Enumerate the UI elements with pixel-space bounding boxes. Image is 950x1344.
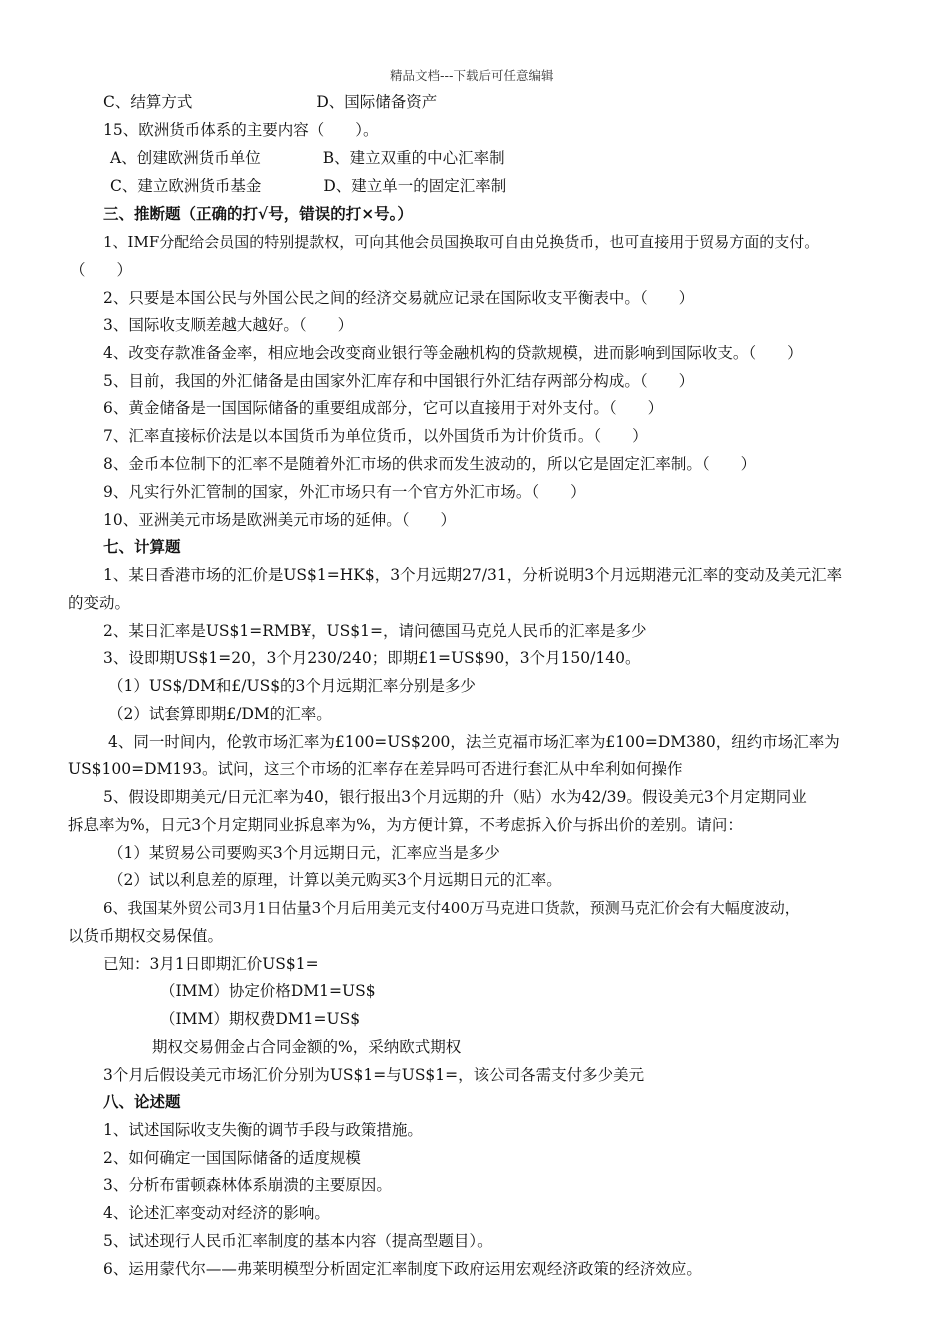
question-line: 9、凡实行外汇管制的国家，外汇市场只有一个官方外汇市场。（ ） (103, 483, 586, 501)
sub-question-line: （1）某贸易公司要购买3个月远期日元，汇率应当是多少 (108, 844, 500, 862)
section-heading: 八、论述题 (103, 1092, 181, 1111)
option-line: C、结算方式 D、国际储备资产 (103, 93, 438, 111)
question-line: 4、改变存款准备金率，相应地会改变商业银行等金融机构的贷款规模，进而影响到国际收支。（ ） (103, 344, 803, 362)
question-line: US$100=DM193。试问，这三个市场的汇率存在差异吗可否进行套汇从中牟利如何操作 (68, 760, 683, 778)
question-line: 5、试述现行人民币汇率制度的基本内容（提高型题目）。 (103, 1232, 493, 1250)
given-line: （IMM）期权费DM1=US$ (160, 1010, 361, 1028)
question-line: 3个月后假设美元市场汇价分别为US$1=与US$1=，该公司各需支付多少美元 (103, 1066, 645, 1084)
question-line: 1、试述国际收支失衡的调节手段与政策措施。 (103, 1121, 423, 1139)
question-line: 3、设即期US$1=20，3个月230/240；即期£1=US$90，3个月150/140。 (103, 649, 641, 667)
option-line: C、建立欧洲货币基金 D、建立单一的固定汇率制 (110, 177, 507, 195)
question-line: 的变动。 (68, 594, 131, 612)
question-line: 2、某日汇率是US$1=RMB¥，US$1=，请问德国马克兑人民币的汇率是多少 (103, 622, 647, 640)
sub-question-line: （2）试套算即期£/DM的汇率。 (108, 705, 332, 723)
question-line: 4、同一时间内，伦敦市场汇率为£100=US$200，法兰克福市场汇率为£100=DM380，纽约市场汇率为 (108, 733, 840, 751)
question-line: 以货币期权交易保值。 (68, 927, 224, 945)
question-line: 1、IMF分配给会员国的特别提款权，可向其他会员国换取可自由兑换货币，也可直接用于贸易方面的支付。 (103, 233, 820, 251)
section-heading: 三、推断题（正确的打√号，错误的打×号。） (103, 204, 413, 223)
answer-blank: （ ） (70, 261, 133, 279)
question-line: 5、假设即期美元/日元汇率为40，银行报出3个月远期的升（贴）水为42/39。假设美元3个月定期同业 (103, 788, 807, 806)
sub-question-line: （2）试以利息差的原理，计算以美元购买3个月远期日元的汇率。 (108, 871, 562, 889)
option-line: A、创建欧洲货币单位 B、建立双重的中心汇率制 (110, 149, 505, 167)
question-line: 6、黄金储备是一国国际储备的重要组成部分，它可以直接用于对外支付。（ ） (103, 399, 664, 417)
question-line: 3、分析布雷顿森林体系崩溃的主要原因。 (103, 1176, 392, 1194)
question-line: 8、金币本位制下的汇率不是随着外汇市场的供求而发生波动的，所以它是固定汇率制。（ ） (103, 455, 757, 473)
question-line: 4、论述汇率变动对经济的影响。 (103, 1204, 330, 1222)
page-header: 精品文档---下载后可任意编辑 (390, 68, 554, 83)
section-heading: 七、计算题 (103, 537, 181, 556)
sub-question-line: （1）US$/DM和£/US$的3个月远期汇率分别是多少 (108, 677, 476, 695)
question-line: 5、目前，我国的外汇储备是由国家外汇库存和中国银行外汇结存两部分构成。（ ） (103, 372, 695, 390)
question-line: 2、只要是本国公民与外国公民之间的经济交易就应记录在国际收支平衡表中。（ ） (103, 289, 695, 307)
question-line: 15、欧洲货币体系的主要内容（ ）。 (103, 121, 379, 139)
question-line: 2、如何确定一国国际储备的适度规模 (103, 1149, 361, 1167)
question-line: 7、汇率直接标价法是以本国货币为单位货币，以外国货币为计价货币。（ ） (103, 427, 648, 445)
question-line: 1、某日香港市场的汇价是US$1=HK$，3个月远期27/31，分析说明3个月远期港元汇率的变动及美元汇率 (103, 566, 843, 584)
given-line: 期权交易佣金占合同金额的%，采纳欧式期权 (152, 1038, 462, 1056)
question-line: 拆息率为%，日元3个月定期同业拆息率为%，为方便计算，不考虑拆入价与拆出价的差别。请问： (68, 816, 743, 834)
question-line: 10、亚洲美元市场是欧洲美元市场的延伸。（ ） (103, 511, 456, 529)
question-line: 3、国际收支顺差越大越好。（ ） (103, 316, 354, 334)
given-line: （IMM）协定价格DM1=US$ (160, 982, 376, 1000)
question-line: 6、我国某外贸公司3月1日估量3个月后用美元支付400万马克进口货款，预测马克汇价会有大幅度波动， (103, 899, 800, 917)
question-line: 6、运用蒙代尔——弗莱明模型分析固定汇率制度下政府运用宏观经济政策的经济效应。 (103, 1260, 702, 1278)
given-line: 已知：3月1日即期汇价US$1= (103, 955, 319, 973)
